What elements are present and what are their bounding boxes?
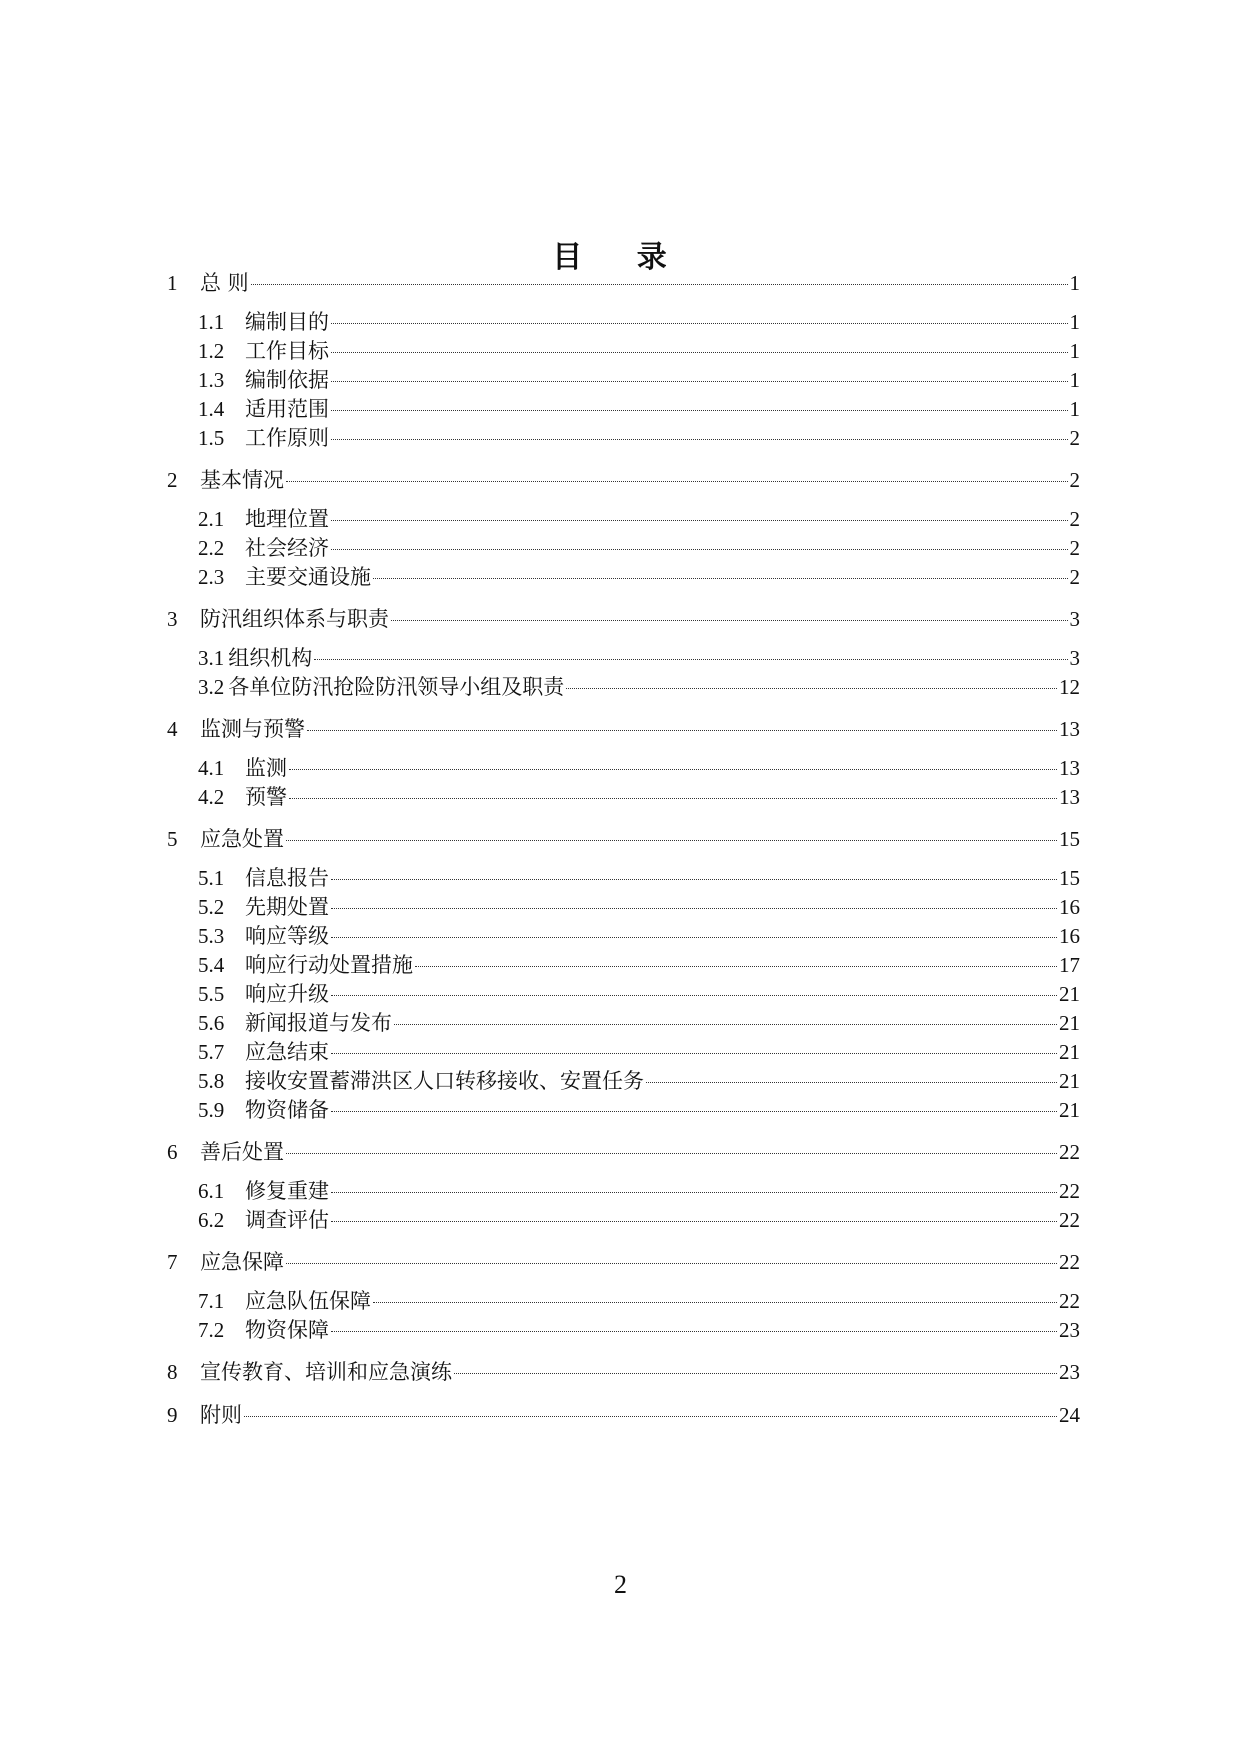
toc-text: 监测与预警	[200, 717, 305, 741]
toc-page: 2	[1069, 565, 1080, 589]
toc-text: 信息报告	[245, 866, 329, 890]
toc-leader	[331, 323, 1068, 324]
toc-entry-4-2[interactable]	[198, 781, 1080, 811]
toc-leader	[373, 1302, 1057, 1303]
toc-leader	[454, 1373, 1057, 1374]
toc-entry-3-2[interactable]	[198, 671, 1080, 701]
toc-title: 目 录	[552, 240, 689, 275]
toc-text: 调查评估	[245, 1208, 329, 1232]
toc-number: 5.2	[198, 895, 225, 919]
toc-number: 6.1	[198, 1179, 225, 1203]
toc-entry-4[interactable]	[167, 713, 1080, 743]
toc-number: 3	[167, 607, 178, 631]
toc-page: 23	[1059, 1360, 1080, 1384]
toc-page: 21	[1059, 1098, 1080, 1122]
toc-number: 4	[167, 717, 178, 741]
toc-leader	[244, 1416, 1057, 1417]
toc-page: 3	[1069, 646, 1080, 670]
toc-text: 防汛组织体系与职责	[200, 607, 389, 631]
toc-number: 5	[167, 827, 178, 851]
toc-number: 1.5	[198, 426, 225, 450]
toc-number: 3.2	[198, 675, 225, 699]
toc-entry-1[interactable]	[167, 267, 1080, 297]
toc-text: 物资保障	[245, 1318, 329, 1342]
toc-page: 22	[1059, 1250, 1080, 1274]
toc-number: 3.1	[198, 646, 225, 670]
toc-number: 4.2	[198, 785, 225, 809]
toc-leader	[314, 659, 1067, 660]
toc-page: 22	[1059, 1179, 1080, 1203]
page-number: 2	[614, 1570, 627, 1599]
toc-leader	[289, 769, 1057, 770]
toc-entry-2-2[interactable]	[198, 532, 1080, 562]
toc-text: 主要交通设施	[245, 565, 371, 589]
toc-entry-5-6[interactable]	[198, 1007, 1080, 1037]
toc-leader	[331, 352, 1068, 353]
toc-page: 12	[1059, 675, 1080, 699]
toc-page: 13	[1059, 785, 1080, 809]
toc-number: 1	[167, 271, 178, 295]
toc-text: 地理位置	[245, 507, 329, 531]
toc-page: 16	[1059, 895, 1080, 919]
toc-page: 1	[1069, 271, 1080, 295]
toc-entry-4-1[interactable]	[198, 752, 1080, 782]
toc-number: 5.9	[198, 1098, 225, 1122]
toc-page: 24	[1059, 1403, 1080, 1427]
toc-leader	[331, 1192, 1057, 1193]
toc-number: 5.4	[198, 953, 225, 977]
toc-leader	[331, 549, 1068, 550]
toc-entry-5-4[interactable]	[198, 949, 1080, 979]
toc-leader	[286, 1153, 1057, 1154]
toc-number: 6	[167, 1140, 178, 1164]
toc-text: 响应等级	[245, 924, 329, 948]
toc-entry-5-2[interactable]	[198, 891, 1080, 921]
toc-page: 3	[1069, 607, 1080, 631]
toc-leader	[331, 410, 1068, 411]
toc-text: 社会经济	[245, 536, 329, 560]
toc-text: 适用范围	[245, 397, 329, 421]
toc-page: 22	[1059, 1140, 1080, 1164]
toc-leader	[415, 966, 1057, 967]
toc-page: 2	[1069, 507, 1080, 531]
toc-page: 1	[1069, 339, 1080, 363]
toc-entry-5-9[interactable]	[198, 1094, 1080, 1124]
toc-leader	[331, 520, 1068, 521]
toc-entry-5-1[interactable]	[198, 862, 1080, 892]
toc-page: 1	[1069, 368, 1080, 392]
toc-leader	[331, 1111, 1057, 1112]
toc-entry-1-4[interactable]	[198, 393, 1080, 423]
toc-number: 1.1	[198, 310, 225, 334]
toc-entry-5-5[interactable]	[198, 978, 1080, 1008]
toc-number: 6.2	[198, 1208, 225, 1232]
toc-number: 7.2	[198, 1318, 225, 1342]
toc-text: 宣传教育、培训和应急演练	[200, 1360, 452, 1384]
toc-leader	[331, 995, 1057, 996]
toc-leader	[373, 578, 1068, 579]
toc-page: 23	[1059, 1318, 1080, 1342]
toc-page: 2	[1069, 536, 1080, 560]
toc-entry-9[interactable]	[167, 1399, 1080, 1429]
toc-text: 各单位防汛抢险防汛领导小组及职责	[228, 675, 565, 699]
toc-number: 2	[167, 468, 178, 492]
toc-leader	[331, 439, 1068, 440]
toc-number: 1.4	[198, 397, 225, 421]
toc-entry-6-2[interactable]	[198, 1204, 1080, 1234]
toc-entry-6-1[interactable]	[198, 1175, 1080, 1205]
toc-number: 1.2	[198, 339, 225, 363]
toc-page: 21	[1059, 1069, 1080, 1093]
toc-number: 5.8	[198, 1069, 225, 1093]
toc-text: 物资储备	[245, 1098, 329, 1122]
toc-entry-7-1[interactable]	[198, 1285, 1080, 1315]
toc-text: 工作原则	[245, 426, 329, 450]
toc-text: 编制目的	[245, 310, 329, 334]
toc-text: 工作目标	[245, 339, 329, 363]
toc-text: 新闻报道与发布	[245, 1011, 392, 1035]
toc-text: 修复重建	[245, 1179, 329, 1203]
toc-entry-8[interactable]	[167, 1356, 1080, 1386]
toc-page: 16	[1059, 924, 1080, 948]
toc-page: 22	[1059, 1208, 1080, 1232]
toc-page: 22	[1059, 1289, 1080, 1313]
toc-leader	[331, 879, 1057, 880]
toc-text: 监测	[245, 756, 287, 780]
toc-text: 应急结束	[245, 1040, 329, 1064]
toc-page: 15	[1059, 866, 1080, 890]
toc-entry-2-3[interactable]	[198, 561, 1080, 591]
toc-leader	[286, 481, 1068, 482]
toc-text: 应急处置	[200, 827, 284, 851]
toc-number: 7.1	[198, 1289, 225, 1313]
toc-entry-3[interactable]	[167, 603, 1080, 633]
toc-page: 21	[1059, 1040, 1080, 1064]
toc-leader	[331, 1053, 1057, 1054]
toc-leader	[394, 1024, 1057, 1025]
toc-entry-1-3[interactable]	[198, 364, 1080, 394]
toc-page: 21	[1059, 1011, 1080, 1035]
toc-number: 2.1	[198, 507, 225, 531]
toc-entry-3-1[interactable]	[198, 642, 1080, 672]
toc-page: 1	[1069, 310, 1080, 334]
toc-entry-5[interactable]	[167, 823, 1080, 853]
toc-text: 响应升级	[245, 982, 329, 1006]
toc-page: 1	[1069, 397, 1080, 421]
toc-text: 基本情况	[200, 468, 284, 492]
toc-leader	[331, 381, 1068, 382]
toc-leader	[646, 1082, 1057, 1083]
toc-page: 2	[1069, 426, 1080, 450]
toc-entry-5-3[interactable]	[198, 920, 1080, 950]
toc-text: 预警	[245, 785, 287, 809]
toc-leader	[251, 284, 1068, 285]
toc-text: 编制依据	[245, 368, 329, 392]
toc-page: 13	[1059, 756, 1080, 780]
toc-leader	[566, 688, 1057, 689]
toc-leader	[286, 840, 1057, 841]
toc-number: 2.2	[198, 536, 225, 560]
toc-number: 5.6	[198, 1011, 225, 1035]
toc-entry-1-1[interactable]	[198, 306, 1080, 336]
toc-page: 21	[1059, 982, 1080, 1006]
toc-entry-2-1[interactable]	[198, 503, 1080, 533]
toc-number: 9	[167, 1403, 178, 1427]
toc-text: 总 则	[200, 271, 249, 295]
toc-number: 8	[167, 1360, 178, 1384]
toc-number: 1.3	[198, 368, 225, 392]
toc-number: 2.3	[198, 565, 225, 589]
toc-text: 先期处置	[245, 895, 329, 919]
toc-text: 应急队伍保障	[245, 1289, 371, 1313]
toc-leader	[307, 730, 1057, 731]
toc-number: 7	[167, 1250, 178, 1274]
toc-entry-1-2[interactable]	[198, 335, 1080, 365]
toc-number: 5.7	[198, 1040, 225, 1064]
toc-page: 15	[1059, 827, 1080, 851]
toc-leader	[286, 1263, 1057, 1264]
toc-text: 善后处置	[200, 1140, 284, 1164]
toc-leader	[331, 908, 1057, 909]
toc-entry-5-7[interactable]	[198, 1036, 1080, 1066]
toc-page: 13	[1059, 717, 1080, 741]
toc-text: 接收安置蓄滞洪区人口转移接收、安置任务	[245, 1069, 644, 1093]
toc-entry-7-2[interactable]	[198, 1314, 1080, 1344]
toc-leader	[331, 937, 1057, 938]
toc-number: 5.1	[198, 866, 225, 890]
toc-entry-5-8[interactable]	[198, 1065, 1080, 1095]
toc-entry-6[interactable]	[167, 1136, 1080, 1166]
toc-leader	[331, 1221, 1057, 1222]
toc-leader	[331, 1331, 1057, 1332]
toc-text: 响应行动处置措施	[245, 953, 413, 977]
toc-entry-7[interactable]	[167, 1246, 1080, 1276]
toc-page: 17	[1059, 953, 1080, 977]
toc-entry-1-5[interactable]	[198, 422, 1080, 452]
toc-text: 应急保障	[200, 1250, 284, 1274]
toc-leader	[391, 620, 1068, 621]
toc-text: 附则	[200, 1403, 242, 1427]
toc-page: 2	[1069, 468, 1080, 492]
toc-entry-2[interactable]	[167, 464, 1080, 494]
toc-number: 4.1	[198, 756, 225, 780]
toc-number: 5.5	[198, 982, 225, 1006]
toc-number: 5.3	[198, 924, 225, 948]
toc-text: 组织机构	[228, 646, 313, 670]
toc-leader	[289, 798, 1057, 799]
